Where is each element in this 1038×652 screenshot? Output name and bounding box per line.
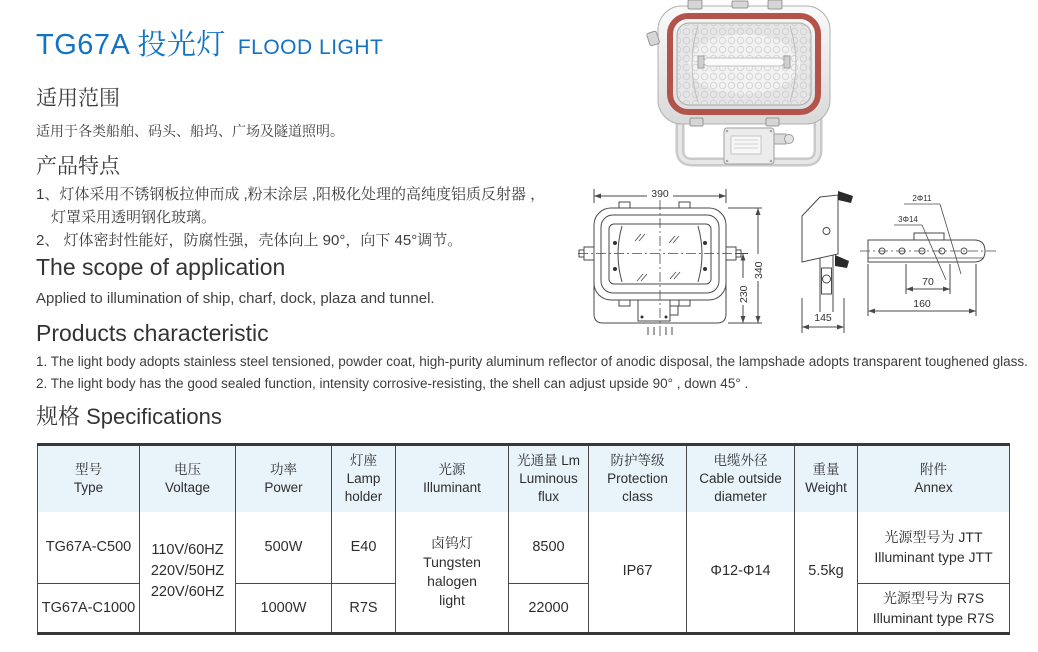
dim-lens-height-label: 230 [738,285,750,303]
table-row-c500 [38,512,1010,584]
col-header-weight: 重量 Weight [795,445,858,512]
table-header-row [38,445,1010,512]
col-header-protection-class: 防护等级 Protection class [589,445,687,512]
holes-label-1: 2Φ11 [912,194,932,203]
latch [732,1,748,8]
page-title [36,22,383,63]
feature-cn-line1: 1、灯体采用不锈钢板拉伸而成 ,粉末涂层 ,阳极化处理的高纯度铝质反射器 ， [36,186,546,203]
scope-cn-body: 适用于各类船舶、码头、船坞、广场及隧道照明。 [36,123,344,139]
cell-protection-class: IP67 [589,512,687,634]
col-header-illuminant: 光源 Illuminant [396,445,509,512]
dim-span-outer-label: 160 [913,298,931,310]
holes-label-2: 3Φ14 [898,215,918,224]
cell-luminous-flux-1: 8500 [509,512,589,584]
cell-power-1: 500W [236,512,332,584]
cell-cable-diameter: Φ12-Φ14 [687,512,795,634]
cell-illuminant: 卤钨灯 Tungsten halogen light [396,512,509,634]
scope-en-body: Applied to illumination of ship, charf, dock, plaza and tunnel. [36,290,435,307]
heading-features-cn: 产品特点 [36,155,120,178]
heading-specifications: 规格 Specifications [36,404,222,429]
dim-width-label: 390 [651,188,669,200]
clip [690,118,703,126]
heading-characteristic-en: Products characteristic [36,320,269,346]
cell-luminous-flux-2: 22000 [509,584,589,634]
heading-scope-cn: 适用范围 [36,87,120,110]
cell-annex-1: 光源型号为 JTT Illuminant type JTT [858,512,1010,584]
clip [768,0,782,9]
col-header-voltage: 电压 Voltage [140,445,236,512]
feature-cn-line2: 灯罩采用透明钢化玻璃。 [51,209,217,226]
col-header-power: 功率 Power [236,445,332,512]
dim-depth-label: 145 [814,312,832,324]
cell-power-2: 1000W [236,584,332,634]
halogen-tube [704,58,784,66]
cell-annex-2: 光源型号为 R7S Illuminant type R7S [858,584,1010,634]
characteristic-line1: 1. The light body adopts stainless steel tensioned, powder coat, high-purity aluminum reflector of anodic disposal, the lampshade adopts transparent toughened glass. [36,354,1028,369]
dim-span-inner-label: 70 [922,276,934,288]
cell-type-2: TG67A-C1000 [38,584,140,634]
col-header-annex: 附件 Annex [858,445,1010,512]
features-cn-list [36,183,636,252]
feature-cn-line3: 2、 灯体密封性能好，防腐性强，壳体向上 90°，向下 45°调节。 [36,232,463,249]
side-view-drawing [794,186,862,336]
col-header-luminous-flux: 光通量 Lm Luminous flux [509,445,589,512]
characteristic-line2: 2. The light body has the good sealed function, intensity corrosive-resisting, the shell can adjust upside 90° , down 45° . [36,376,749,391]
col-header-cable-diameter: 电缆外径 Cable outside diameter [687,445,795,512]
nameplate [731,136,761,154]
cell-voltage: 110V/60HZ 220V/50HZ 220V/60HZ [140,512,236,634]
product-model-title: TG67A 投光灯 [36,29,226,61]
cell-lamp-holder-1: E40 [332,512,396,584]
product-title-en: FLOOD LIGHT [237,36,384,59]
col-header-type: 型号 Type [38,445,140,512]
characteristic-en-list [36,351,1028,395]
cell-type-1: TG67A-C500 [38,512,140,584]
specifications-table [37,443,1010,635]
bracket-view-drawing [858,188,1006,320]
dim-height-label: 340 [753,261,765,279]
cell-weight: 5.5kg [795,512,858,634]
clip [766,118,779,126]
front-view-drawing [576,186,794,336]
clip [688,0,702,9]
product-photo [646,0,842,178]
cell-lamp-holder-2: R7S [332,584,396,634]
col-header-lamp-holder: 灯座 Lamp holder [332,445,396,512]
heading-scope-en: The scope of application [36,254,286,280]
